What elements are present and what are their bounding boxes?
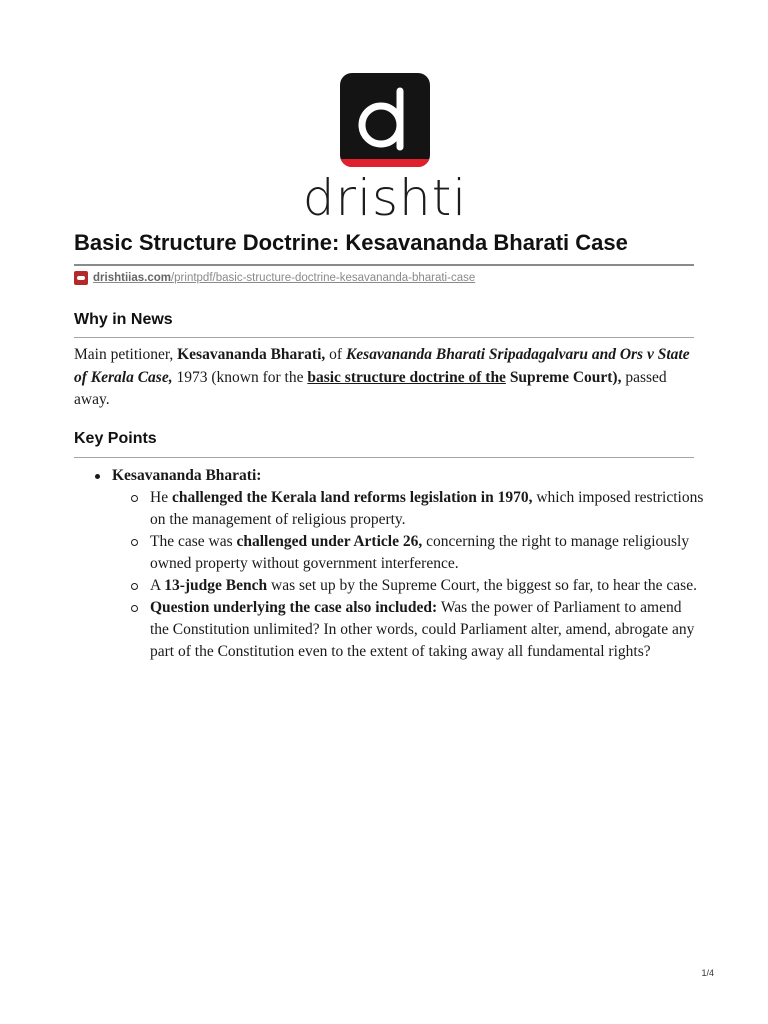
list-item (112, 487, 704, 531)
text-run: which imposed restrictions on the management of religious property. (150, 489, 704, 528)
title-divider (74, 264, 694, 266)
supreme-court-text: Supreme Court), (505, 368, 622, 386)
basic-structure-link[interactable]: basic structure doctrine of the (307, 368, 506, 386)
logo-red-stripe (340, 159, 430, 167)
source-link-row (74, 270, 475, 286)
text-run: The case was (150, 533, 237, 550)
text-run: of (325, 346, 346, 363)
text-run: concerning the right to manage religiously owned property without government interference. (150, 533, 690, 572)
emphasis-text: Question underlying the case also included: (150, 599, 438, 616)
why-in-news-heading: Why in News (74, 311, 173, 328)
emphasis-text: challenged under Article 26, (236, 533, 423, 550)
source-link[interactable] (93, 272, 475, 284)
key-points-list (74, 465, 704, 663)
source-domain: drishtiias.com (93, 272, 171, 284)
text-run: Main petitioner, (74, 346, 178, 363)
list-item (112, 575, 704, 597)
list-item-title: Kesavananda Bharati: (112, 467, 262, 484)
text-run: 1973 (known for the (172, 368, 308, 386)
text-run: was set up by the Supreme Court, the biggest so far, to hear the case. (267, 577, 697, 594)
case-name: Kesavananda Bharati Sripadagalvaru and Ors v State of Kerala Case, (74, 346, 690, 386)
list-item (112, 597, 704, 663)
text-run: passed away. (74, 368, 667, 408)
source-path: /printpdf/basic-structure-doctrine-kesavananda-bharati-case (170, 272, 476, 284)
drishti-logo-icon (340, 73, 430, 167)
why-in-news-paragraph (74, 344, 700, 412)
petitioner-name: Kesavananda Bharati, (177, 346, 326, 363)
emphasis-text: 13-judge Bench (164, 577, 268, 594)
drishti-favicon-icon (74, 271, 88, 285)
key-points-heading: Key Points (74, 430, 157, 447)
text-run: He (150, 489, 172, 506)
key-points-divider (74, 457, 694, 458)
sub-list (112, 487, 704, 663)
text-run: A (150, 577, 165, 594)
letter-d-glyph (340, 73, 430, 167)
page-number: 1/4 (701, 968, 714, 978)
list-item (74, 465, 704, 663)
page-title: Basic Structure Doctrine: Kesavananda Bharati Case (74, 230, 628, 255)
list-item (112, 531, 704, 575)
drishti-wordmark: drishti (302, 169, 468, 227)
emphasis-text: challenged the Kerala land reforms legislation in 1970, (171, 489, 533, 506)
text-run: Was the power of Parliament to amend the Constitution unlimited? In other words, could Parliament alter, amend, abrogate any part of the Constitution even to the extent of taking away all fundamental rights? (150, 599, 695, 660)
why-in-news-divider (74, 337, 694, 338)
